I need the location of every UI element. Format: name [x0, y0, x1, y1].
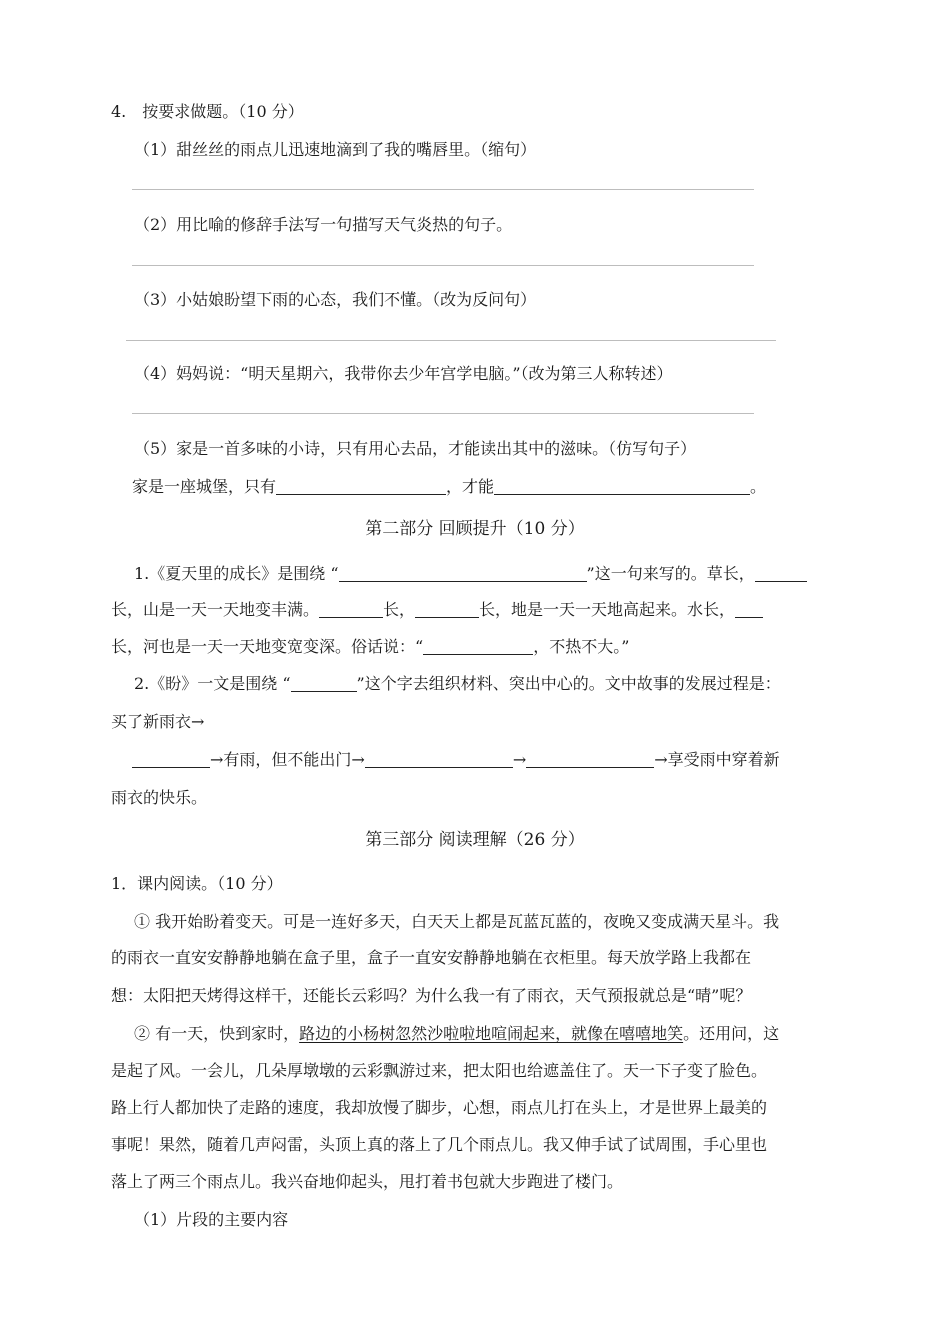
p2-q2-line3 — [132, 747, 780, 770]
blank-q1-a[interactable] — [339, 563, 587, 582]
p1-line-1: ① 我开始盼着变天。可是一连好多天，白天天上都是瓦蓝瓦蓝的，夜晚又变成满天星斗。我 — [134, 912, 780, 931]
text: 长，河也是一天一天地变宽变深。俗话说：“ — [111, 637, 424, 656]
fill-text-1: 家是一座城堡，只有 — [132, 477, 277, 496]
p2-line-5: 落上了两三个雨点儿。我兴奋地仰起头，甩打着书包就大步跑进了楼门。 — [111, 1172, 624, 1191]
fill-text-3: 。 — [750, 477, 767, 496]
text: 长， — [383, 600, 416, 619]
p2-q1-line3 — [111, 634, 629, 657]
q4-item-5: （5）家是一首多味的小诗，只有用心去品，才能读出其中的滋味。（仿写句子） — [134, 439, 697, 458]
p2-q2-line4: 雨衣的快乐。 — [111, 788, 208, 807]
p2-q2-line1 — [134, 671, 781, 694]
p2-line-3: 路上行人都加快了走路的速度，我却放慢了脚步，心想，雨点儿打在头上，才是世界上最美的 — [111, 1098, 768, 1117]
q4-item-4: （4）妈妈说：“明天星期六，我带你去少年宫学电脑。”（改为第三人称转述） — [134, 364, 673, 383]
p2-q1-line1 — [134, 561, 807, 584]
blank-q2-c[interactable] — [365, 749, 513, 768]
blank-q1-c[interactable] — [319, 599, 383, 618]
text: ，不热不大。” — [533, 637, 630, 656]
text: →享受雨中穿着新 — [654, 750, 780, 769]
text: 长，山是一天一天地变丰满。 — [111, 600, 320, 619]
text: → — [512, 750, 527, 769]
p2-q1-line2 — [111, 597, 763, 620]
text: ”这个字去组织材料、突出中心的。文中故事的发展过程是： — [356, 674, 781, 693]
p3-sub1: （1）片段的主要内容 — [134, 1210, 289, 1229]
blank-q1-f[interactable] — [423, 636, 533, 655]
p1-line-2: 的雨衣一直安安静静地躺在盒子里，盒子一直安安静静地躺在衣柜里。每天放学路上我都在 — [111, 948, 752, 967]
fill-blank-1[interactable] — [276, 476, 446, 495]
answer-line-4[interactable] — [132, 413, 754, 414]
p2-line-1 — [134, 1021, 779, 1044]
q4-item-1: （1）甜丝丝的雨点儿迅速地滴到了我的嘴唇里。（缩句） — [134, 140, 537, 159]
blank-q1-d[interactable] — [415, 599, 479, 618]
answer-line-2[interactable] — [132, 265, 754, 266]
text: 。还用问，这 — [683, 1024, 780, 1043]
part3-title: 第三部分 阅读理解（26 分） — [365, 830, 585, 850]
fill-text-2: ，才能 — [446, 477, 495, 496]
p2-line-4: 事呢！果然，随着几声闷雷，头顶上真的落上了几个雨点儿。我又伸手试了试周围，手心里也 — [111, 1135, 768, 1154]
part2-title: 第二部分 回顾提升（10 分） — [365, 519, 585, 539]
p3-q1-heading: 1．课内阅读。（10 分） — [111, 874, 283, 893]
p2-q2-line2: 买了新雨衣→ — [111, 712, 205, 731]
q4-fill-line — [132, 474, 766, 497]
blank-q2-a[interactable] — [291, 673, 357, 692]
p2-line-2: 是起了风。一会儿，几朵厚墩墩的云彩飘游过来，把太阳也给遮盖住了。天一下子变了脸色。 — [111, 1061, 768, 1080]
blank-q1-b[interactable] — [755, 563, 807, 582]
text: 2.《盼》一文是围绕 “ — [134, 674, 291, 693]
q4-heading: 4. 按要求做题。（10 分） — [111, 102, 304, 121]
answer-line-3[interactable] — [126, 340, 776, 341]
q4-item-3: （3）小姑娘盼望下雨的心态，我们不懂。（改为反问句） — [134, 290, 537, 309]
text: →有雨，但不能出门→ — [210, 750, 365, 769]
p1-line-3: 想：太阳把天烤得这样干，还能长云彩吗？为什么我一有了雨衣，天气预报就总是“晴”呢？ — [111, 986, 752, 1005]
blank-q2-b[interactable] — [132, 749, 210, 768]
fill-blank-2[interactable] — [494, 476, 750, 495]
text: 长，地是一天一天地高起来。水长， — [479, 600, 736, 619]
blank-q1-e[interactable] — [735, 599, 763, 618]
text: 1.《夏天里的成长》是围绕 “ — [134, 564, 339, 583]
blank-q2-d[interactable] — [526, 749, 654, 768]
text: ② 有一天，快到家时， — [134, 1024, 300, 1043]
q4-item-2: （2）用比喻的修辞手法写一句描写天气炎热的句子。 — [134, 215, 513, 234]
underlined-sentence: 路边的小杨树忽然沙啦啦地喧闹起来，就像在嘻嘻地笑 — [299, 1024, 684, 1043]
text: ”这一句来写的。草长， — [586, 564, 755, 583]
answer-line-1[interactable] — [132, 189, 754, 190]
